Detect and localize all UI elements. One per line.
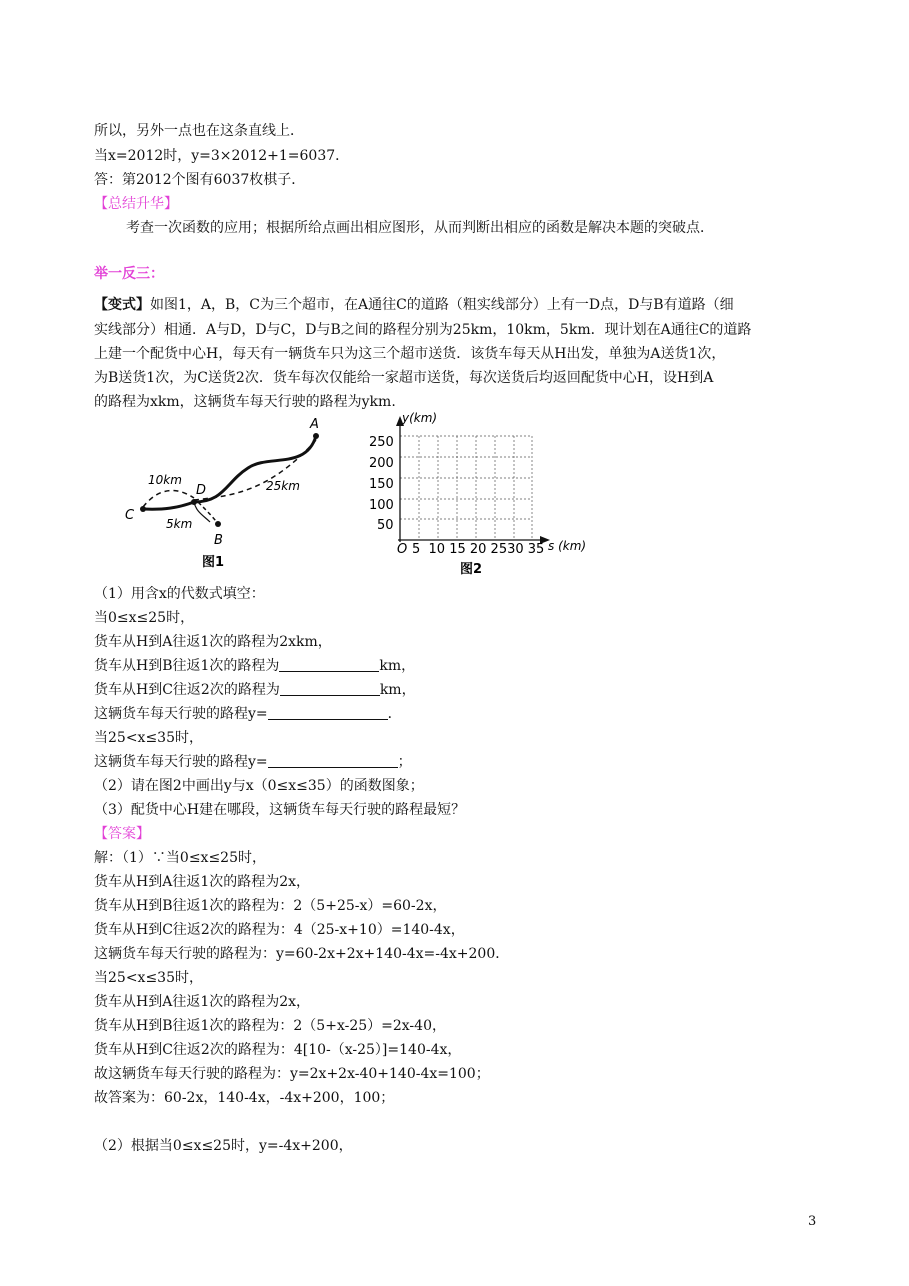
y-tick: 250: [369, 435, 394, 450]
summary-text: 考查一次函数的应用；根据所给点画出相应图形，从而判断出相应的函数是解决本题的突破点．: [126, 220, 714, 236]
label-25km: 25km: [266, 479, 300, 493]
label-c: C: [125, 508, 135, 523]
x-ticks: 5 10 15 20 2530 35: [412, 542, 545, 557]
problem-tag: 【变式】: [94, 297, 150, 313]
label-a: A: [310, 417, 319, 432]
text-line: 所以，另外一点也在这条直线上．: [94, 123, 304, 139]
question-2: （2）请在图2中画出y与x（0≤x≤35）的函数图象；: [94, 778, 424, 794]
answer-blank[interactable]: [268, 753, 398, 768]
question-1-a: 货车从H到A往返1次的路程为2xkm，: [94, 634, 332, 650]
answer-line: 货车从H到B往返1次的路程为：2（5+x-25）=2x-40，: [94, 1018, 446, 1034]
answer-line-last: （2）根据当0≤x≤25时，y=-4x+200，: [94, 1138, 353, 1154]
section-title: 举一反三：: [94, 266, 164, 282]
answer-line: 货车从H到A往返1次的路程为2x，: [94, 994, 311, 1010]
question-1-y: [94, 704, 402, 724]
answer-line: 故答案为：60-2x，140-4x，-4x+200，100；: [94, 1090, 395, 1106]
answer-line: 货车从H到A往返1次的路程为2x，: [94, 874, 311, 890]
figure-2-caption: 图2: [460, 562, 483, 577]
road-d-to-c: [143, 502, 194, 509]
question-1-case-1: 当0≤x≤25时，: [94, 610, 195, 626]
problem-text: 如图1，A，B，C为三个超市，在A通往C的道路（粗实线部分）上有一D点，D与B有道路（细: [150, 297, 734, 313]
question-1-case-2: 当25<x≤35时，: [94, 730, 203, 746]
point-b: [215, 521, 221, 527]
label-b: B: [214, 533, 223, 548]
point-a: [313, 433, 319, 439]
q1y-prefix: 这辆货车每天行驶的路程y=: [94, 706, 268, 722]
answer-heading: 【答案】: [94, 826, 150, 842]
answer-line: 这辆货车每天行驶的路程为：y=60-2x+2x+140-4x=-4x+200．: [94, 946, 510, 962]
y-tick: 100: [369, 498, 394, 513]
problem-line-4: 为B送货1次，为C送货2次．货车每次仅能给一家超市送货，每次送货后均返回配货中心H，设H到A: [94, 370, 714, 386]
y-tick: 50: [377, 518, 394, 533]
problem-line-2: 实线部分）相通．A与D，D与C，D与B之间的路程分别为25km，10km，5km．现计划在A通往C的道路: [94, 322, 752, 338]
y-tick: 150: [369, 477, 394, 492]
answer-line: 解：（1）∵当0≤x≤25时，: [94, 850, 266, 866]
question-1: （1）用含x的代数式填空：: [94, 586, 265, 602]
label-5km: 5km: [166, 517, 193, 531]
answer-blank[interactable]: [268, 705, 388, 720]
problem-line-3: 上建一个配货中心H，每天有一辆货车只为这三个超市送货．该货车每天从H出发，单独为A送货1次，: [94, 346, 726, 362]
origin-label: O: [397, 542, 408, 557]
figure-2-grid: [360, 410, 592, 578]
point-c: [140, 506, 146, 512]
q1c-prefix: 货车从H到C往返2次的路程为: [94, 682, 280, 698]
q1y-suffix: ．: [387, 706, 402, 722]
answer-line: 货车从H到B往返1次的路程为：2（5+25-x）=60-2x，: [94, 898, 447, 914]
problem-line-1: [94, 295, 734, 315]
q1b-prefix: 货车从H到B往返1次的路程为: [94, 658, 280, 674]
page-number: 3: [808, 1214, 817, 1229]
label-10km: 10km: [148, 473, 182, 487]
q1y2-prefix: 这辆货车每天行驶的路程y=: [94, 754, 268, 770]
q1y2-suffix: ；: [397, 754, 412, 770]
answer-line: 故这辆货车每天行驶的路程为：y=2x+2x-40+140-4x=100；: [94, 1066, 490, 1082]
q1c-suffix: km，: [379, 682, 416, 698]
figure-1-caption: 图1: [202, 555, 225, 570]
question-3: （3）配货中心H建在哪段，这辆货车每天行驶的路程最短？: [94, 802, 466, 818]
answer-line: 货车从H到C往返2次的路程为：4[10-（x-25）]=140-4x，: [94, 1042, 462, 1058]
label-d: D: [196, 483, 207, 498]
y-axis-label: y(km): [402, 411, 438, 425]
answer-blank[interactable]: [280, 681, 380, 696]
answer-blank[interactable]: [279, 657, 379, 672]
q1b-suffix: km，: [379, 658, 416, 674]
question-1-y2: [94, 752, 412, 772]
question-1-b: [94, 656, 415, 676]
answer-line: 货车从H到C往返2次的路程为：4（25-x+10）=140-4x，: [94, 922, 465, 938]
point-d: [191, 499, 197, 505]
question-1-c: [94, 680, 416, 700]
figure-1-map: [118, 412, 338, 574]
text-line: 当x=2012时，y=3×2012+1=6037．: [94, 148, 350, 164]
y-tick: 200: [369, 456, 394, 471]
text-line: 答：第2012个图有6037枚棋子．: [94, 172, 306, 188]
road-d-to-b: [194, 502, 210, 522]
summary-heading: 【总结升华】: [94, 196, 178, 212]
problem-line-5: 的路程为xkm，这辆货车每天行驶的路程为ykm.: [94, 394, 396, 410]
grid-lines: [400, 436, 532, 540]
answer-line: 当25<x≤35时，: [94, 970, 203, 986]
x-axis-label: s (km): [548, 539, 587, 553]
